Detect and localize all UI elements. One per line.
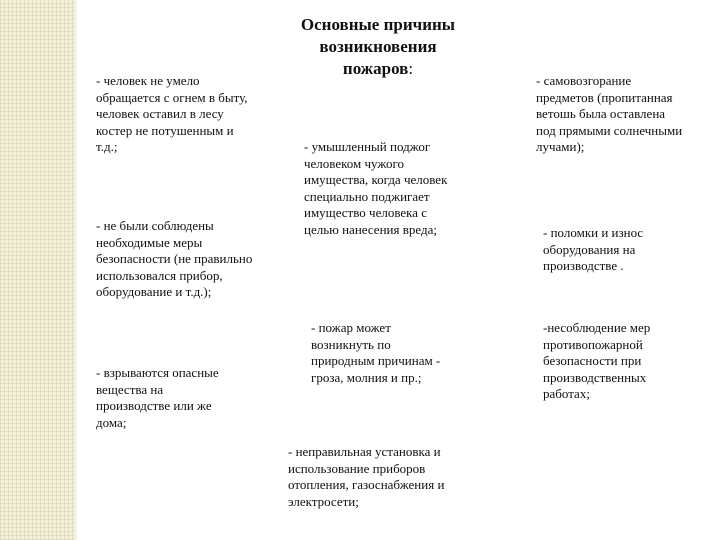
cause-natural: - пожар может возникнуть по природным причинам - гроза, молния и пр.; — [311, 320, 441, 385]
cause-arson: - умышленный поджог человеком чужого имущества, когда человек специально поджигает имущество человека с целью нанесения вреда; — [304, 139, 448, 237]
cause-fire-safety-noncompliance: -несоблюдение мер противопожарной безопасности при производственных работах; — [543, 320, 651, 401]
slide-title-colon: : — [408, 59, 414, 78]
cause-careless-fire-handling: - человек не умело обращается с огнем в быту, человек оставил в лесу костер не потушенным и т.д.; — [96, 73, 248, 154]
cause-spontaneous-combustion: - самовозгорание предметов (пропитанная ветошь была оставлена под прямыми солнечными лучами); — [536, 73, 683, 154]
slide-title — [278, 14, 478, 80]
cause-hazardous-explosions: - взрываются опасные вещества на производстве или же дома; — [96, 365, 219, 430]
cause-safety-violations: - не были соблюдены необходимые меры безопасности (не правильно использовался прибор, оборудование и т.д.); — [96, 218, 253, 299]
cause-improper-installation: - неправильная установка и использование приборов отопления, газоснабжения и электросети; — [288, 444, 445, 509]
slide-title-text: Основные причины возникновения пожаров — [300, 15, 456, 78]
decorative-side-pattern — [0, 0, 74, 540]
cause-equipment-wear: - поломки и износ оборудования на производстве . — [543, 225, 644, 273]
decorative-side-shadow — [74, 0, 78, 540]
